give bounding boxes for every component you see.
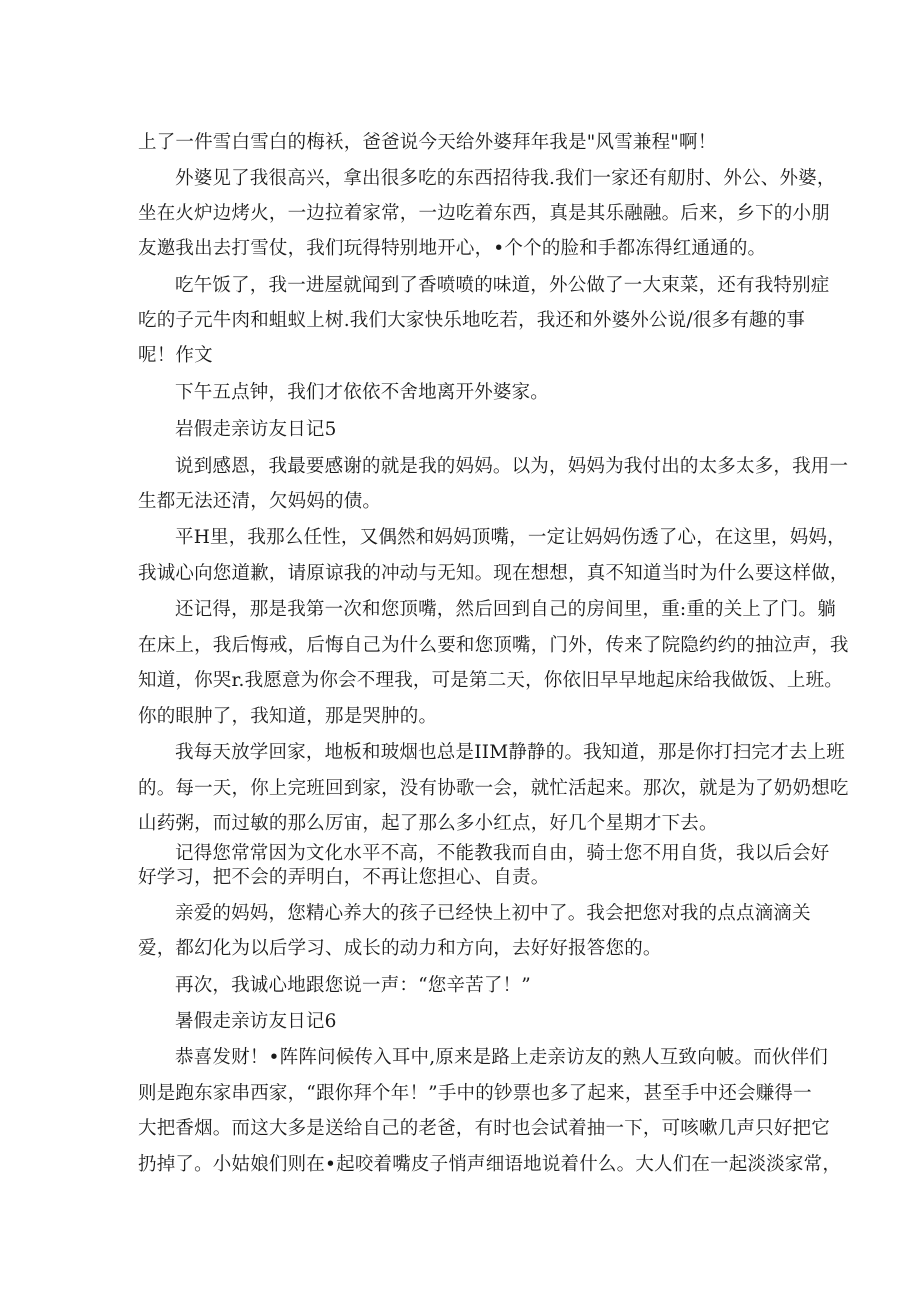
text-line: 的。每一天，你上完班回到家，没有协歌一会，就忙活起来。那次，就是为了奶奶想吃 <box>138 778 849 799</box>
text-line: 呢！作文 <box>138 345 213 366</box>
paragraph-start: 我每天放学回家，地板和玻烟也总是IIM静静的。我知道，那是你打扫完才去上班 <box>175 742 845 763</box>
text-line: 我诚心向您道歉，请原谅我的冲动与无知。现在想想，真不知道当时为什么要这样做， <box>138 563 849 584</box>
text-line: 则是跑东家串西家，“跟你拜个年！”手中的钞票也多了起来，甚至手中还会赚得一 <box>138 1083 812 1104</box>
paragraph-start: 亲爱的妈妈，您精心养大的孩子已经快上初中了。我会把您对我的点点滴滴关 <box>175 903 811 924</box>
section-heading: 岩假走亲访友日记5 <box>175 419 337 440</box>
text-line: 你的眼肿了，我知道，那是哭肿的。 <box>138 706 438 727</box>
paragraph-start: 记得您常常因为文化水平不高，不能教我而自由，骑士您不用自货，我以后会好 <box>175 843 830 864</box>
text-line: 爱，都幻化为以后学习、成长的动力和方向，去好好报答您的。 <box>138 938 662 959</box>
text-line: 山药粥，而过敏的那么厉宙，起了那么多小红点，好几个星期才下去。 <box>138 813 718 834</box>
paragraph-start: 还记得，那是我第一次和您顶嘴，然后回到自己的房间里，重:重的关上了门。躺 <box>175 599 836 620</box>
paragraph-start: 吃午饭了，我一进屋就闻到了香喷喷的味道，外公做了一大束菜，还有我特别症 <box>175 275 830 296</box>
paragraph-start: 恭喜发财！•阵阵问候传入耳中,原来是路上走亲访友的熟人互致向帔。而伙伴们 <box>175 1047 828 1068</box>
section-heading: 暑假走亲访友日记6 <box>175 1011 337 1032</box>
text-line: 友邀我出去打雪仗，我们玩得特别地开心，•个个的脸和手都冻得红通通的。 <box>138 238 767 259</box>
text-line: 吃的子元牛肉和蛆蚁上树.我们大家快乐地吃若，我还和外婆外公说/很多有趣的事 <box>138 310 806 331</box>
text-line: 坐在火炉边烤火，一边拉着家常，一边吃着东西，真是其乐融融。后来，乡下的小朋 <box>138 203 830 224</box>
paragraph-start: 外婆见了我很高兴，拿出很多吃的东西招待我.我们一家还有舠肘、外公、外婆， <box>175 168 836 189</box>
text-line: 生都无法还清，欠妈妈的债。 <box>138 491 382 512</box>
paragraph-start: 说到感恩，我最要感谢的就是我的妈妈。以为，妈妈为我付出的太多太多，我用一 <box>175 456 849 477</box>
text-line: 好学习，把不会的弄明白，不再让您担心、自责。 <box>138 867 550 888</box>
paragraph-start: 再次，我诚心地跟您说一声：“您辛苦了！” <box>175 975 531 996</box>
text-line: 知道，你哭r.我愿意为你会不理我，可是第二天，你依旧早早地起床给我做饭、上班。 <box>138 670 843 691</box>
text-line: 在床上，我后悔戒，后悔自己为什么要和您顶嘴，门外，传来了院隐约约的抽泣声，我 <box>138 635 849 656</box>
paragraph-start: 平H里，我那么任性，又偶然和妈妈顶嘴，一定让妈妈伤透了心，在这里，妈妈， <box>175 527 846 548</box>
text-line: 上了一件雪白雪白的梅袄，爸爸说今天给外婆拜年我是"风雪兼程"啊！ <box>138 132 717 153</box>
text-line: 扔掉了。小姑娘们则在•起咬着嘴皮子悄声细语地说着什么。大人们在一起淡淡家常， <box>138 1154 842 1175</box>
paragraph-start: 下午五点钟，我们才依依不舍地离开外婆家。 <box>175 382 550 403</box>
text-line: 大把香烟。而这大多是送给自己的老爸，有时也会试着抽一下，可咳嗽几声只好把它 <box>138 1118 830 1139</box>
